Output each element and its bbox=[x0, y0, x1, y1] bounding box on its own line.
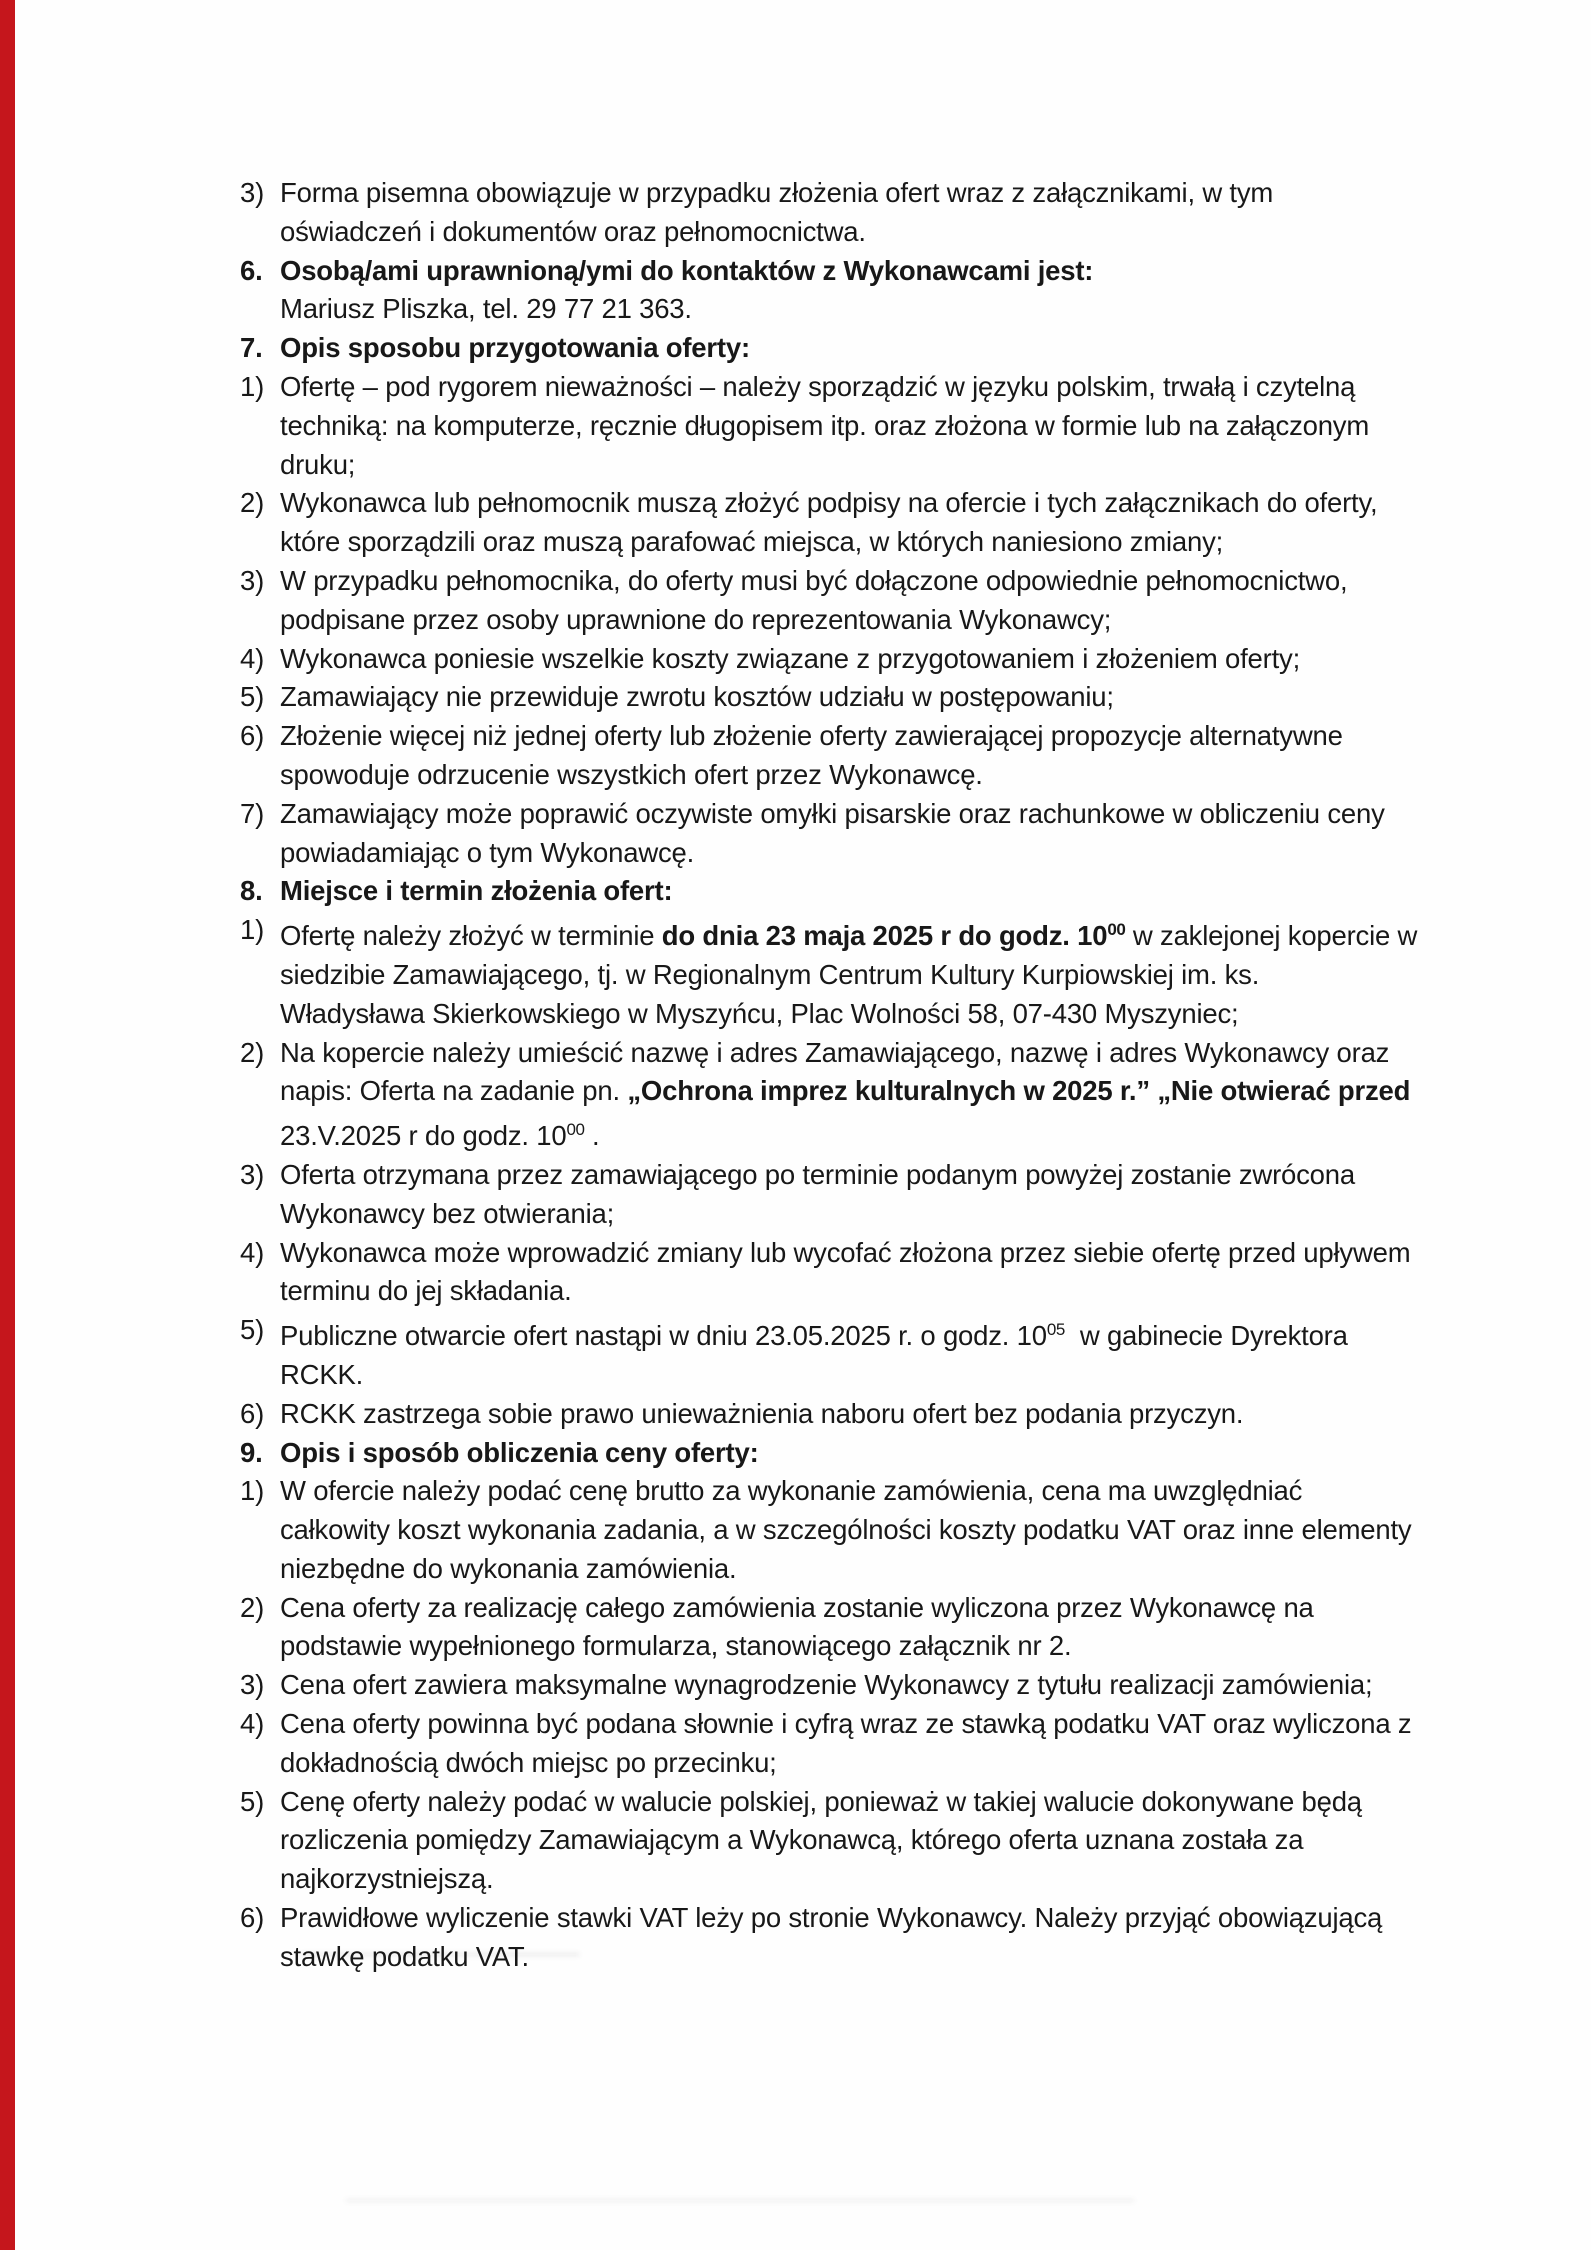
text-run: . bbox=[584, 1120, 600, 1152]
text-line bbox=[280, 1821, 1520, 1860]
text-line bbox=[280, 834, 1520, 873]
text-run: Cenę oferty należy podać w walucie polskiej, ponieważ w takiej walucie dokonywane będą bbox=[280, 1785, 1362, 1817]
text-run: dokładnością dwóch miejsc po przecinku; bbox=[280, 1746, 777, 1778]
list-marker: 5) bbox=[240, 1785, 265, 1817]
text-line bbox=[280, 484, 1520, 523]
list-item bbox=[240, 484, 1520, 562]
text-run: „Ochrona imprez kulturalnych w 2025 r.” „Nie otwierać przed bbox=[627, 1075, 1411, 1107]
text-line bbox=[280, 1705, 1520, 1744]
text-line bbox=[280, 717, 1520, 756]
superscript-run: 00 bbox=[566, 1120, 585, 1140]
text-line bbox=[280, 1156, 1520, 1195]
text-line bbox=[280, 756, 1520, 795]
list-item bbox=[240, 252, 1520, 330]
scan-smudge bbox=[345, 2198, 1135, 2203]
text-run: całkowity koszt wykonania zadania, a w szczególności koszty podatku VAT oraz inne elementy bbox=[280, 1514, 1412, 1546]
list-item bbox=[240, 795, 1520, 873]
list-item bbox=[240, 1156, 1520, 1234]
list-item bbox=[240, 717, 1520, 795]
text-line bbox=[280, 956, 1520, 995]
text-run: do dnia 23 maja 2025 r do godz. 10 bbox=[661, 920, 1108, 952]
list-marker: 3) bbox=[240, 177, 265, 208]
list-marker: 5) bbox=[240, 681, 265, 713]
text-run: Forma pisemna obowiązuje w przypadku złożenia ofert wraz z załącznikami, w tym bbox=[280, 177, 1274, 208]
text-run: podstawie wypełnionego formularza, stanowiącego załącznik nr 2. bbox=[280, 1630, 1072, 1662]
text-run: Na kopercie należy umieścić nazwę i adres Zamawiającego, nazwę i adres Wykonawcy oraz bbox=[280, 1036, 1390, 1068]
superscript-run: 00 bbox=[1107, 920, 1126, 940]
text-line bbox=[280, 1072, 1520, 1111]
list-marker: 2) bbox=[240, 1036, 265, 1068]
list-marker: 2) bbox=[240, 1591, 265, 1623]
text-line bbox=[280, 329, 1520, 368]
text-run: najkorzystniejszą. bbox=[280, 1863, 494, 1895]
list-marker: 6) bbox=[240, 720, 265, 752]
text-run: Opis i sposób obliczenia ceny oferty: bbox=[280, 1436, 759, 1468]
text-line bbox=[280, 1666, 1520, 1705]
list-marker: 7. bbox=[240, 332, 263, 364]
text-run: RCKK. bbox=[280, 1358, 364, 1390]
list-item bbox=[240, 368, 1520, 484]
list-item bbox=[240, 1589, 1520, 1667]
text-run: w zaklejonej kopercie w bbox=[1125, 920, 1418, 952]
list-marker: 1) bbox=[240, 1475, 265, 1507]
text-run: Władysława Skierkowskiego w Myszyńcu, Plac Wolności 58, 07-430 Myszyniec; bbox=[280, 997, 1239, 1029]
text-line bbox=[280, 213, 1520, 252]
list-marker: 3) bbox=[240, 1158, 265, 1190]
text-line bbox=[280, 290, 1520, 329]
text-line bbox=[280, 174, 1520, 213]
text-run: druku; bbox=[280, 448, 356, 480]
text-run: Złożenie więcej niż jednej oferty lub złożenie oferty zawierającej propozycje alternatywne bbox=[280, 720, 1343, 752]
text-line bbox=[280, 1356, 1520, 1395]
text-line bbox=[280, 1111, 1520, 1156]
list-item bbox=[240, 1234, 1520, 1312]
text-line bbox=[280, 1195, 1520, 1234]
text-run: Cena oferty powinna być podana słownie i cyfrą wraz ze stawką podatku VAT oraz wyliczona z bbox=[280, 1708, 1412, 1740]
text-run: rozliczenia pomiędzy Zamawiającym a Wykonawcą, którego oferta uznana została za bbox=[280, 1824, 1304, 1856]
list-marker: 6. bbox=[240, 254, 263, 286]
text-run: spowoduje odrzucenie wszystkich ofert przez Wykonawcę. bbox=[280, 758, 983, 790]
scan-edge-stripe bbox=[0, 0, 15, 2250]
superscript-run: 05 bbox=[1046, 1320, 1065, 1340]
text-run: Wykonawca może wprowadzić zmiany lub wycofać złożona przez siebie ofertę przed upływem bbox=[280, 1236, 1411, 1268]
list-marker: 5) bbox=[240, 1314, 265, 1346]
text-line bbox=[280, 1272, 1520, 1311]
text-run: terminu do jej składania. bbox=[280, 1275, 572, 1307]
text-line bbox=[280, 1472, 1520, 1511]
text-line bbox=[280, 1589, 1520, 1628]
list-item bbox=[240, 1899, 1520, 1977]
scan-smudge bbox=[300, 1952, 580, 1957]
text-line bbox=[280, 872, 1520, 911]
text-run: Wykonawcy bez otwierania; bbox=[280, 1197, 615, 1229]
text-run: Zamawiający może poprawić oczywiste omyłki pisarskie oraz rachunkowe w obliczeniu ceny bbox=[280, 797, 1385, 829]
text-line bbox=[280, 368, 1520, 407]
text-run: niezbędne do wykonania zamówienia. bbox=[280, 1552, 737, 1584]
text-line bbox=[280, 601, 1520, 640]
list-marker: 7) bbox=[240, 797, 265, 829]
list-item bbox=[240, 174, 1520, 252]
text-run: Publiczne otwarcie ofert nastąpi w dniu 23.05.2025 r. o godz. 10 bbox=[280, 1320, 1047, 1352]
text-line bbox=[280, 1783, 1520, 1822]
text-line bbox=[280, 1395, 1520, 1434]
text-run: powiadamiając o tym Wykonawcę. bbox=[280, 836, 695, 868]
text-line bbox=[280, 1434, 1520, 1473]
list-item bbox=[240, 1783, 1520, 1899]
list-item bbox=[240, 1034, 1520, 1156]
text-line bbox=[280, 446, 1520, 485]
list-item bbox=[240, 872, 1520, 911]
text-run: techniką: na komputerze, ręcznie długopisem itp. oraz złożona w formie lub na załączonym bbox=[280, 409, 1370, 441]
list-marker: 4) bbox=[240, 642, 265, 674]
text-run: podpisane przez osoby uprawnione do reprezentowania Wykonawcy; bbox=[280, 603, 1112, 635]
text-line bbox=[280, 523, 1520, 562]
text-line bbox=[280, 795, 1520, 834]
text-run: W przypadku pełnomocnika, do oferty musi być dołączone odpowiednie pełnomocnictwo, bbox=[280, 564, 1348, 596]
text-line bbox=[280, 1550, 1520, 1589]
text-run: Osobą/ami uprawnioną/ymi do kontaktów z Wykonawcami jest: bbox=[280, 254, 1094, 286]
list-item bbox=[240, 640, 1520, 679]
list-item bbox=[240, 1472, 1520, 1588]
document-content bbox=[240, 174, 1520, 1977]
text-line bbox=[280, 995, 1520, 1034]
text-run: Mariusz Pliszka, tel. 29 77 21 363. bbox=[280, 293, 692, 325]
text-run: napis: Oferta na zadanie pn. bbox=[280, 1075, 628, 1107]
list-marker: 6) bbox=[240, 1397, 265, 1429]
list-item bbox=[240, 1666, 1520, 1705]
text-run: Ofertę – pod rygorem nieważności – należy sporządzić w języku polskim, trwałą i czytelną bbox=[280, 370, 1356, 402]
text-run: Oferta otrzymana przez zamawiającego po terminie podanym powyżej zostanie zwrócona bbox=[280, 1158, 1355, 1190]
list-marker: 2) bbox=[240, 487, 265, 519]
list-marker: 3) bbox=[240, 564, 265, 596]
text-line bbox=[280, 1234, 1520, 1273]
text-line bbox=[280, 1899, 1520, 1938]
text-line bbox=[280, 1034, 1520, 1073]
list-item bbox=[240, 329, 1520, 368]
text-line bbox=[280, 1860, 1520, 1899]
text-run: siedzibie Zamawiającego, tj. w Regionalnym Centrum Kultury Kurpiowskiej im. ks. bbox=[280, 958, 1260, 990]
text-line bbox=[280, 1744, 1520, 1783]
text-run: Zamawiający nie przewiduje zwrotu kosztów udziału w postępowaniu; bbox=[280, 681, 1114, 713]
text-run: Wykonawca poniesie wszelkie koszty związane z przygotowaniem i złożeniem oferty; bbox=[280, 642, 1301, 674]
text-run: Miejsce i termin złożenia ofert: bbox=[280, 875, 673, 907]
text-line bbox=[280, 1938, 1520, 1977]
text-run: stawkę podatku VAT. bbox=[280, 1940, 529, 1972]
text-line bbox=[280, 640, 1520, 679]
text-line bbox=[280, 252, 1520, 291]
text-line bbox=[280, 562, 1520, 601]
text-run: w gabinecie Dyrektora bbox=[1064, 1320, 1348, 1352]
text-line bbox=[280, 1627, 1520, 1666]
list-marker: 4) bbox=[240, 1708, 265, 1740]
text-run: oświadczeń i dokumentów oraz pełnomocnictwa. bbox=[280, 215, 866, 247]
list-item bbox=[240, 1434, 1520, 1473]
list-marker: 4) bbox=[240, 1236, 265, 1268]
text-run: 23.V.2025 r do godz. 10 bbox=[280, 1120, 567, 1152]
list-item bbox=[240, 678, 1520, 717]
text-line bbox=[280, 1311, 1520, 1356]
list-item bbox=[240, 1705, 1520, 1783]
list-item bbox=[240, 911, 1520, 1033]
list-marker: 3) bbox=[240, 1669, 265, 1701]
text-line bbox=[280, 678, 1520, 717]
list-marker: 9. bbox=[240, 1436, 263, 1468]
list-marker: 8. bbox=[240, 875, 263, 907]
text-line bbox=[280, 1511, 1520, 1550]
text-run: Opis sposobu przygotowania oferty: bbox=[280, 332, 750, 364]
text-run: RCKK zastrzega sobie prawo unieważnienia naboru ofert bez podania przyczyn. bbox=[280, 1397, 1244, 1429]
list-marker: 1) bbox=[240, 914, 265, 946]
text-run: Cena ofert zawiera maksymalne wynagrodzenie Wykonawcy z tytułu realizacji zamówienia; bbox=[280, 1669, 1373, 1701]
text-run: W ofercie należy podać cenę brutto za wykonanie zamówienia, cena ma uwzględniać bbox=[280, 1475, 1303, 1507]
text-line bbox=[280, 911, 1520, 956]
text-line bbox=[280, 407, 1520, 446]
text-run: Cena oferty za realizację całego zamówienia zostanie wyliczona przez Wykonawcę na bbox=[280, 1591, 1314, 1623]
list-marker: 6) bbox=[240, 1902, 265, 1934]
text-run: Wykonawca lub pełnomocnik muszą złożyć podpisy na ofercie i tych załącznikach do oferty, bbox=[280, 487, 1378, 519]
list-item bbox=[240, 1395, 1520, 1434]
list-item bbox=[240, 1311, 1520, 1395]
text-run: które sporządzili oraz muszą parafować miejsca, w których naniesiono zmiany; bbox=[280, 526, 1224, 558]
text-run: Ofertę należy złożyć w terminie bbox=[280, 920, 662, 952]
list-item bbox=[240, 562, 1520, 640]
list-marker: 1) bbox=[240, 370, 265, 402]
text-run: Prawidłowe wyliczenie stawki VAT leży po stronie Wykonawcy. Należy przyjąć obowiązującą bbox=[280, 1902, 1383, 1934]
